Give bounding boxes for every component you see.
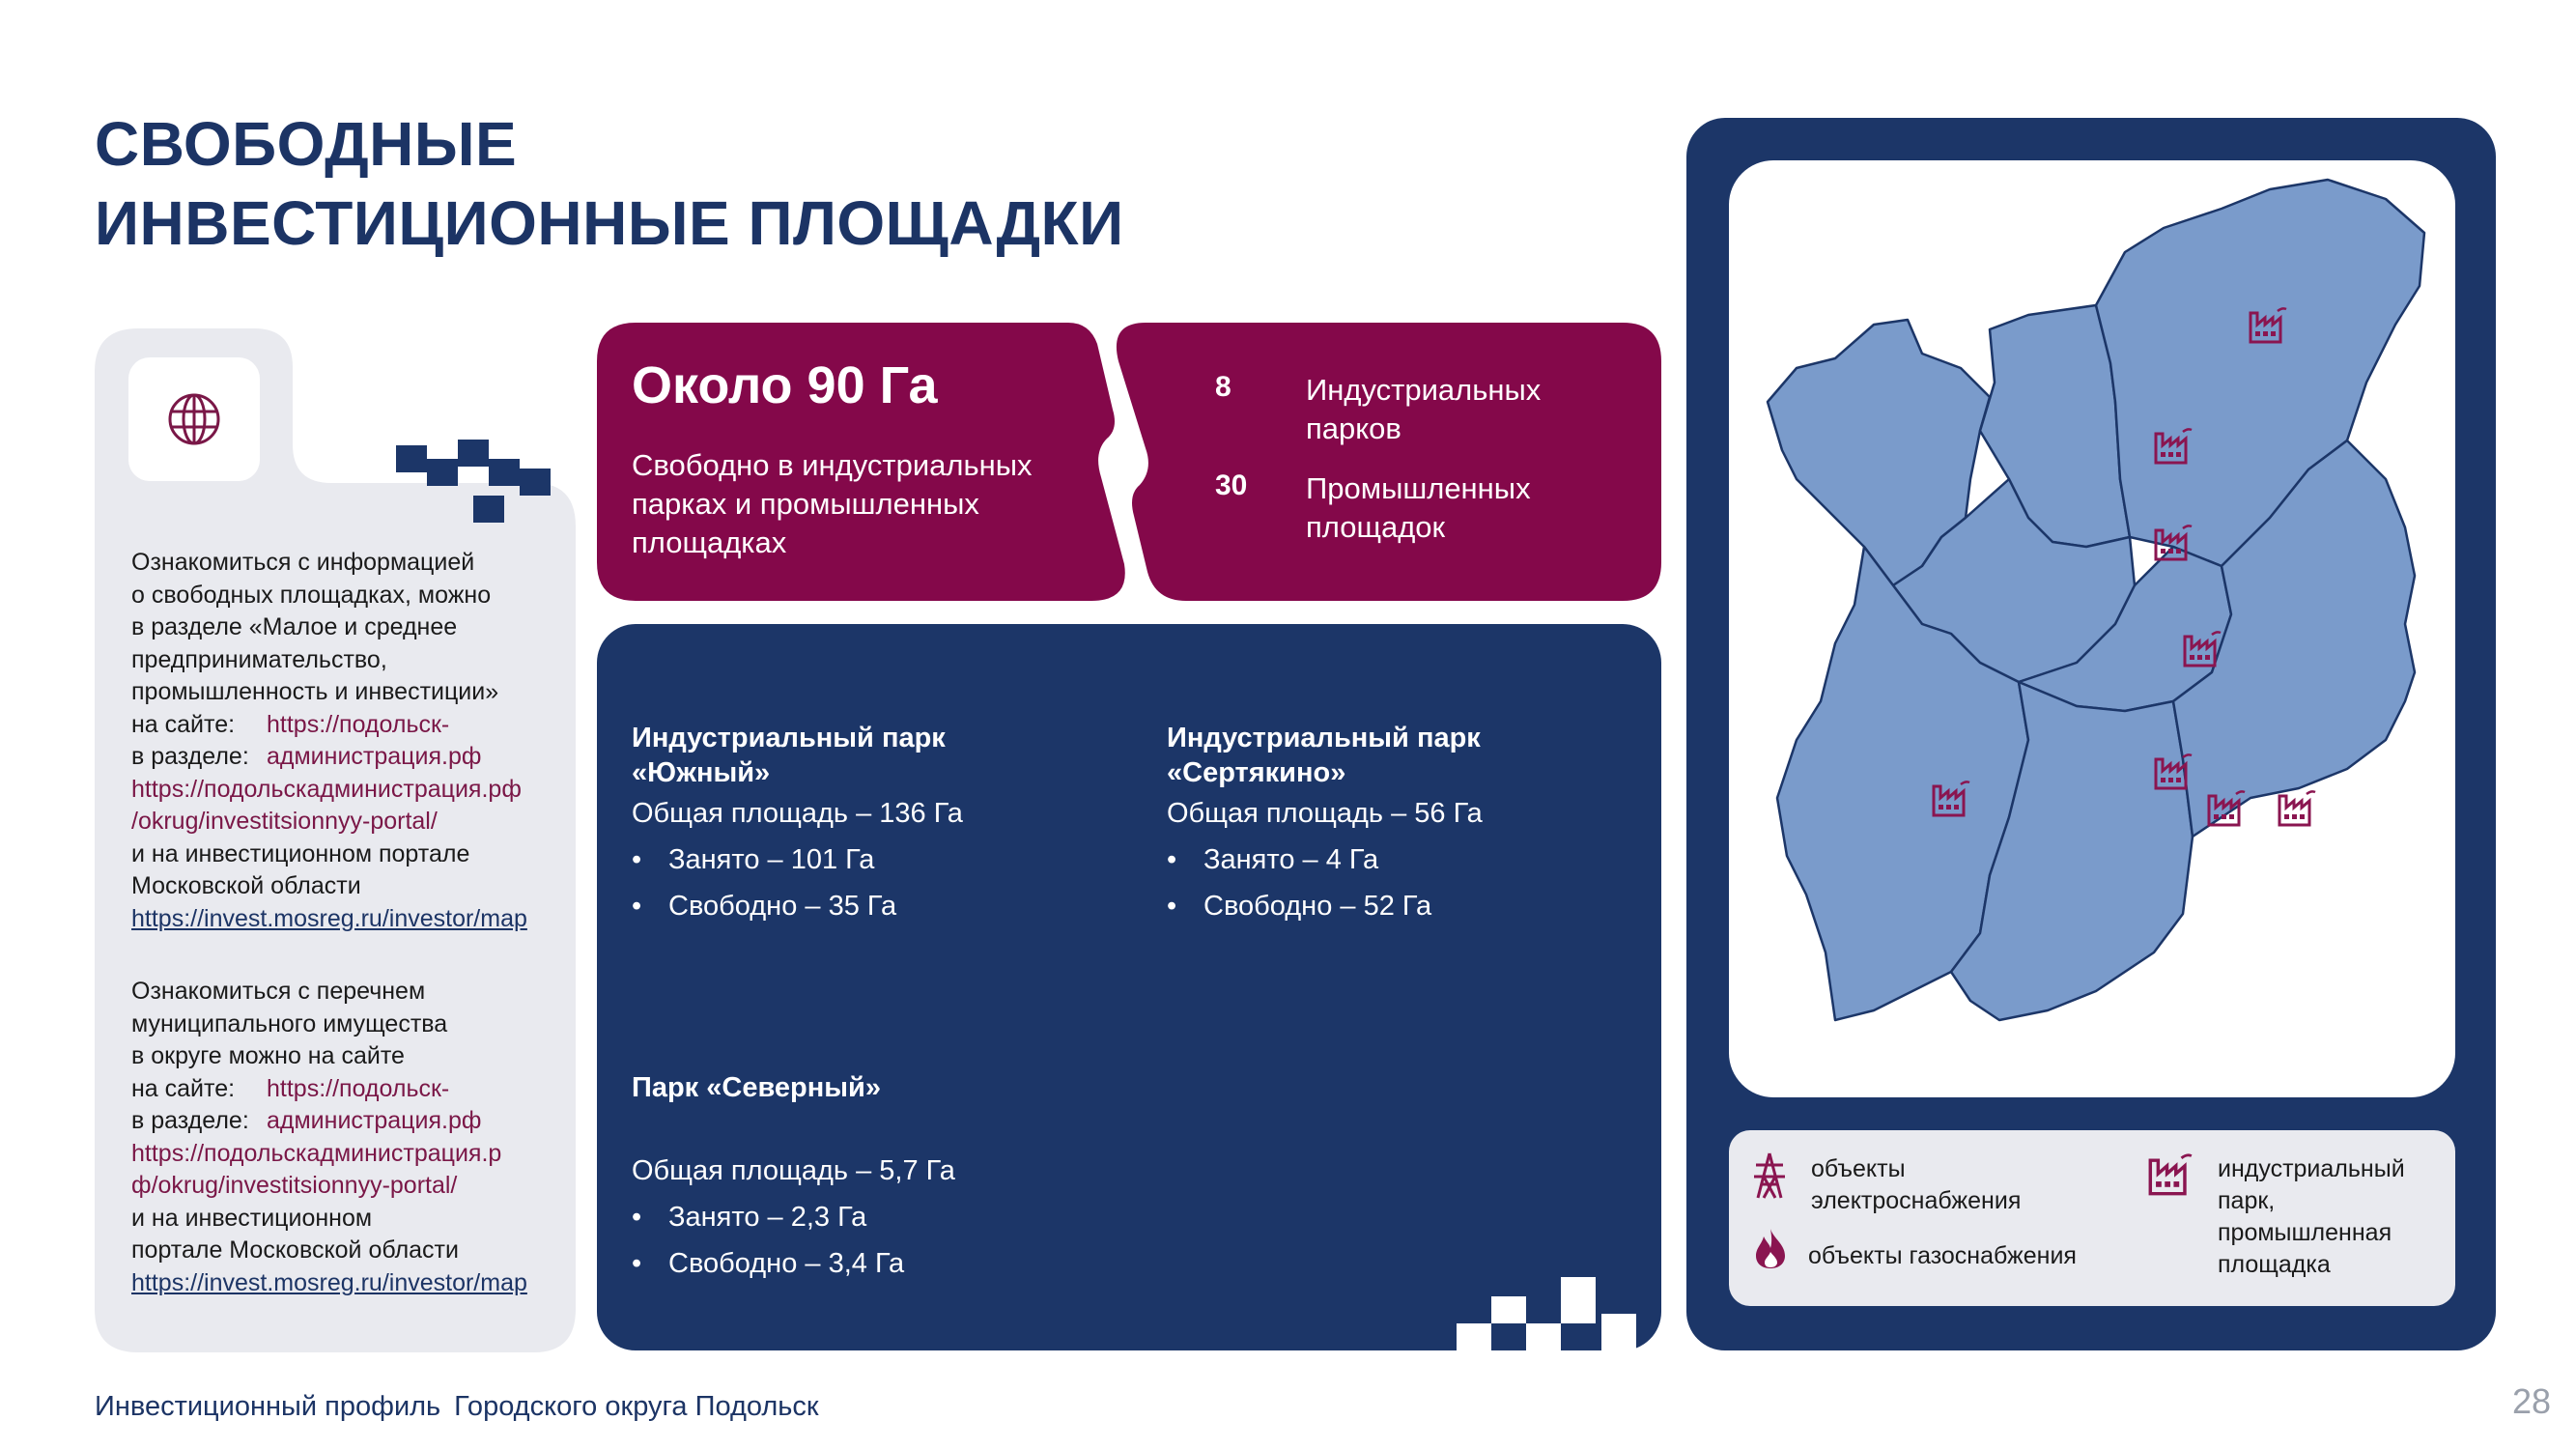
- factory-icon: [2148, 1151, 2193, 1196]
- info1-site-label: на сайте:: [131, 710, 236, 738]
- bullet: •: [1167, 844, 1177, 875]
- park-total: 136 Га: [879, 798, 963, 829]
- flame-icon: [1754, 1227, 1787, 1269]
- legend-gas: объекты газоснабжения: [1808, 1242, 2077, 1269]
- legend-industrial-line-1: индустриальный: [2218, 1155, 2405, 1182]
- info1-portal-line-2: Московской области: [131, 872, 361, 899]
- park-busy-label: Занято –: [1203, 844, 1318, 875]
- park-total: 56 Га: [1414, 798, 1483, 829]
- bullet: •: [632, 891, 642, 922]
- park-free-label: Свободно –: [1203, 891, 1356, 922]
- footer-part-2: Городского округа Подольск: [454, 1391, 819, 1422]
- info1-line-1: Ознакомиться с информацией: [131, 549, 475, 576]
- info1-section-label: в разделе:: [131, 743, 249, 770]
- park-sertyakino: [1167, 721, 1483, 929]
- info1-portal-link[interactable]: https://invest.mosreg.ru/investor/map: [131, 904, 527, 932]
- free-area-description: Свободно в индустриальных парках и промышленных площадках: [632, 448, 1033, 559]
- info-block-2: [131, 976, 595, 1299]
- map-area: [1729, 160, 2455, 1097]
- bullet: •: [632, 844, 642, 875]
- park-free-label: Свободно –: [668, 1248, 821, 1279]
- park-yuzhny: [632, 721, 963, 929]
- park-free: 35 Га: [828, 891, 897, 922]
- legend-industrial-line-3: промышленная: [2218, 1219, 2392, 1246]
- info2-line-3: в округе можно на сайте: [131, 1042, 405, 1069]
- power-tower-icon: [1750, 1151, 1789, 1200]
- park-total: 5,7 Га: [879, 1155, 955, 1186]
- bullet: •: [632, 1202, 642, 1233]
- legend-industrial-line-4: площадка: [2218, 1251, 2331, 1278]
- count-label: Индустриальных: [1306, 373, 1542, 407]
- legend-industrial: [2218, 1153, 2405, 1281]
- info2-line-1: Ознакомиться с перечнем: [131, 978, 426, 1005]
- page-number: 28: [2511, 1381, 2551, 1421]
- bullet: •: [632, 1248, 642, 1279]
- district-shapes: [1768, 180, 2424, 1020]
- title-line-2: ИНВЕСТИЦИОННЫЕ ПЛОЩАДКИ: [95, 188, 1124, 258]
- footer-part-1: Инвестиционный профиль: [95, 1391, 441, 1422]
- info2-section-label: в разделе:: [131, 1107, 249, 1134]
- info1-site-link-2[interactable]: администрация.рф: [267, 743, 482, 770]
- info2-site-link-2[interactable]: администрация.рф: [267, 1107, 482, 1134]
- count-industrial-sites: [1215, 469, 1640, 547]
- info2-portal-link[interactable]: https://invest.mosreg.ru/investor/map: [131, 1268, 527, 1296]
- park-busy-label: Занято –: [668, 844, 783, 875]
- park-busy-label: Занято –: [668, 1202, 783, 1233]
- legend-power: [1811, 1153, 2021, 1217]
- info2-portal-line-2: портале Московской области: [131, 1236, 459, 1264]
- info2-portal-line-1: и на инвестиционном: [131, 1204, 373, 1232]
- count-label: площадок: [1306, 510, 1446, 544]
- legend-industrial-line-2: парк,: [2218, 1187, 2276, 1214]
- park-name: Индустриальный парк: [632, 723, 946, 753]
- info-block-1: [131, 547, 595, 935]
- pixel-decoration-bottom: [1457, 1277, 1636, 1350]
- info1-section-link-1[interactable]: https://подольскадминистрация.рф: [131, 775, 522, 803]
- info1-section-link-2[interactable]: /okrug/investitsionnyy-portal/: [131, 808, 438, 835]
- legend-power-line-1: объекты: [1811, 1155, 1906, 1182]
- district-map: [1729, 160, 2455, 1097]
- info1-line-2: о свободных площадках, можно: [131, 581, 492, 609]
- footer: [95, 1391, 819, 1423]
- free-area-value: Около 90 Га: [632, 356, 938, 414]
- park-total-label: Общая площадь –: [632, 1155, 872, 1186]
- info2-line-2: муниципального имущества: [131, 1009, 448, 1037]
- count-label: парков: [1306, 412, 1401, 445]
- legend-power-line-2: электроснабжения: [1811, 1187, 2022, 1214]
- park-free-label: Свободно –: [668, 891, 821, 922]
- info2-site-link-1[interactable]: https://подольск-: [267, 1074, 450, 1102]
- title-line-1: СВОБОДНЫЕ: [95, 109, 518, 179]
- factory-icon: [2279, 791, 2315, 825]
- info1-line-4: предпринимательство,: [131, 645, 387, 673]
- park-free: 52 Га: [1363, 891, 1432, 922]
- park-name: «Южный»: [632, 757, 771, 788]
- info1-site-link-1[interactable]: https://подольск-: [267, 710, 450, 738]
- globe-icon-box: [128, 357, 260, 481]
- park-name: Индустриальный парк: [1167, 723, 1481, 753]
- count-number: 30: [1215, 469, 1248, 501]
- info1-line-5: промышленность и инвестиции»: [131, 678, 499, 705]
- pixel-decoration-top: [396, 440, 551, 536]
- info1-line-3: в разделе «Малое и среднее: [131, 613, 458, 640]
- park-name: Парк «Северный»: [632, 1072, 881, 1103]
- globe-icon: [166, 391, 222, 447]
- park-free: 3,4 Га: [828, 1248, 905, 1279]
- count-number: 8: [1215, 371, 1231, 403]
- page-title: [95, 104, 1124, 263]
- park-name: «Сертякино»: [1167, 757, 1346, 788]
- park-busy: 2,3 Га: [790, 1202, 867, 1233]
- park-total-label: Общая площадь –: [1167, 798, 1407, 829]
- park-busy: 4 Га: [1325, 844, 1379, 875]
- summary-card-counts: [1107, 323, 1661, 601]
- park-severny: [632, 1070, 955, 1287]
- info2-section-link-1[interactable]: https://подольскадминистрация.р: [131, 1139, 502, 1167]
- info2-site-label: на сайте:: [131, 1074, 236, 1102]
- park-busy: 101 Га: [790, 844, 875, 875]
- info1-portal-line-1: и на инвестиционном портале: [131, 839, 470, 867]
- count-industrial-parks: [1215, 371, 1640, 448]
- info2-section-link-2[interactable]: ф/okrug/investitsionnyy-portal/: [131, 1172, 458, 1199]
- park-total-label: Общая площадь –: [632, 798, 872, 829]
- count-label: Промышленных: [1306, 471, 1531, 505]
- bullet: •: [1167, 891, 1177, 922]
